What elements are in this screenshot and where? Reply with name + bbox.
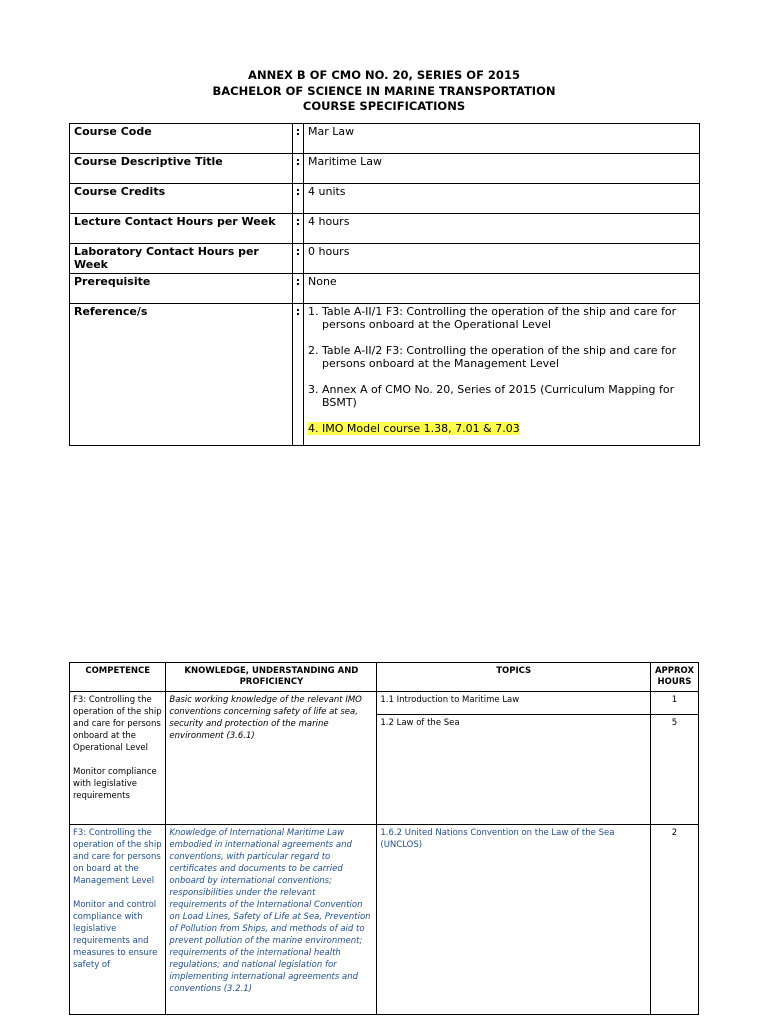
table-row xyxy=(70,154,700,184)
knowledge-cell: Basic working knowledge of the relevant IMO conventions concerning safety of life at sea, security and protection of the marine environment (3.6.1) xyxy=(166,692,377,825)
colon: : xyxy=(293,154,304,184)
spec-value: Mar Law xyxy=(304,124,700,154)
spec-label: Reference/s xyxy=(70,304,293,446)
spec-label: Lecture Contact Hours per Week xyxy=(70,214,293,244)
column-header: APPROX HOURS xyxy=(650,663,698,692)
hours-cell: 1 xyxy=(650,692,698,715)
table-row xyxy=(70,214,700,244)
spec-label: Course Descriptive Title xyxy=(70,154,293,184)
colon: : xyxy=(293,214,304,244)
spec-value: None xyxy=(304,274,700,304)
table-row xyxy=(70,184,700,214)
competence-task: Monitor and control compliance with legislative requirements and measures to ensure safety of xyxy=(73,900,158,970)
document-title: COURSE SPECIFICATIONS xyxy=(302,99,466,113)
reference-item: 1. Table A-II/1 F3: Controlling the operation of the ship and care for persons onboard at the Operational Level xyxy=(308,305,677,331)
competence-function: F3: Controlling the operation of the ship and care for persons on board at the Management Level xyxy=(73,828,162,886)
competence-function: F3: Controlling the operation of the ship and care for persons onboard at the Operational Level xyxy=(73,695,162,753)
spec-label: Prerequisite xyxy=(70,274,293,304)
competence-task: Monitor compliance with legislative requirements xyxy=(73,767,157,801)
table-row xyxy=(70,274,700,304)
spec-label: Laboratory Contact Hours per Week xyxy=(70,244,293,274)
topic-cell: 1.6.2 United Nations Convention on the Law of the Sea (UNCLOS) xyxy=(377,825,651,1015)
table-row xyxy=(70,244,700,274)
reference-item xyxy=(308,422,695,435)
reference-item: 3. Annex A of CMO No. 20, Series of 2015 (Curriculum Mapping for BSMT) xyxy=(308,383,675,409)
spec-label: Course Code xyxy=(70,124,293,154)
column-header: COMPETENCE xyxy=(70,663,166,692)
spec-value: Maritime Law xyxy=(304,154,700,184)
column-header: KNOWLEDGE, UNDERSTANDING AND PROFICIENCY xyxy=(166,663,377,692)
colon: : xyxy=(293,274,304,304)
reference-item: 2. Table A-II/2 F3: Controlling the operation of the ship and care for persons onboard at the Management Level xyxy=(308,344,677,370)
hours-cell: 5 xyxy=(650,715,698,825)
header-row xyxy=(70,663,699,692)
course-spec-table xyxy=(69,123,700,446)
knowledge-cell: Knowledge of International Maritime Law embodied in international agreements and conventions, with particular regard to certificates and documents to be carried onboard by international conventions; responsibilities under the relevant requirements of the International Convention on Load Lines, Safety of Life at Sea, Prevention of Pollution from Ships, and methods of aid to prevent pollution of the marine environment; requirements of the international health regulations; and national legislation for implementing international agreements and conventions (3.2.1) xyxy=(166,825,377,1015)
annex-heading: ANNEX B OF CMO NO. 20, SERIES OF 2015 xyxy=(248,68,520,82)
colon: : xyxy=(293,124,304,154)
topic-cell: 1.1 Introduction to Maritime Law xyxy=(377,692,651,715)
colon: : xyxy=(293,184,304,214)
colon: : xyxy=(293,244,304,274)
table-row xyxy=(70,304,700,446)
spec-value: 4 units xyxy=(304,184,700,214)
competence-table xyxy=(69,662,699,1015)
table-row xyxy=(70,124,700,154)
spec-value: 4 hours xyxy=(304,214,700,244)
topic-cell: 1.2 Law of the Sea xyxy=(377,715,651,825)
column-header: TOPICS xyxy=(377,663,651,692)
table-row xyxy=(70,692,699,715)
competence-cell xyxy=(70,825,166,1015)
spec-value: 0 hours xyxy=(304,244,700,274)
hours-cell: 2 xyxy=(650,825,698,1015)
program-heading: BACHELOR OF SCIENCE IN MARINE TRANSPORTATION xyxy=(212,84,556,98)
table-row xyxy=(70,825,699,1015)
spec-label: Course Credits xyxy=(70,184,293,214)
competence-cell xyxy=(70,692,166,825)
colon: : xyxy=(293,304,304,446)
references-cell xyxy=(304,304,700,446)
highlighted-reference: 4. IMO Model course 1.38, 7.01 & 7.03 xyxy=(308,422,520,435)
